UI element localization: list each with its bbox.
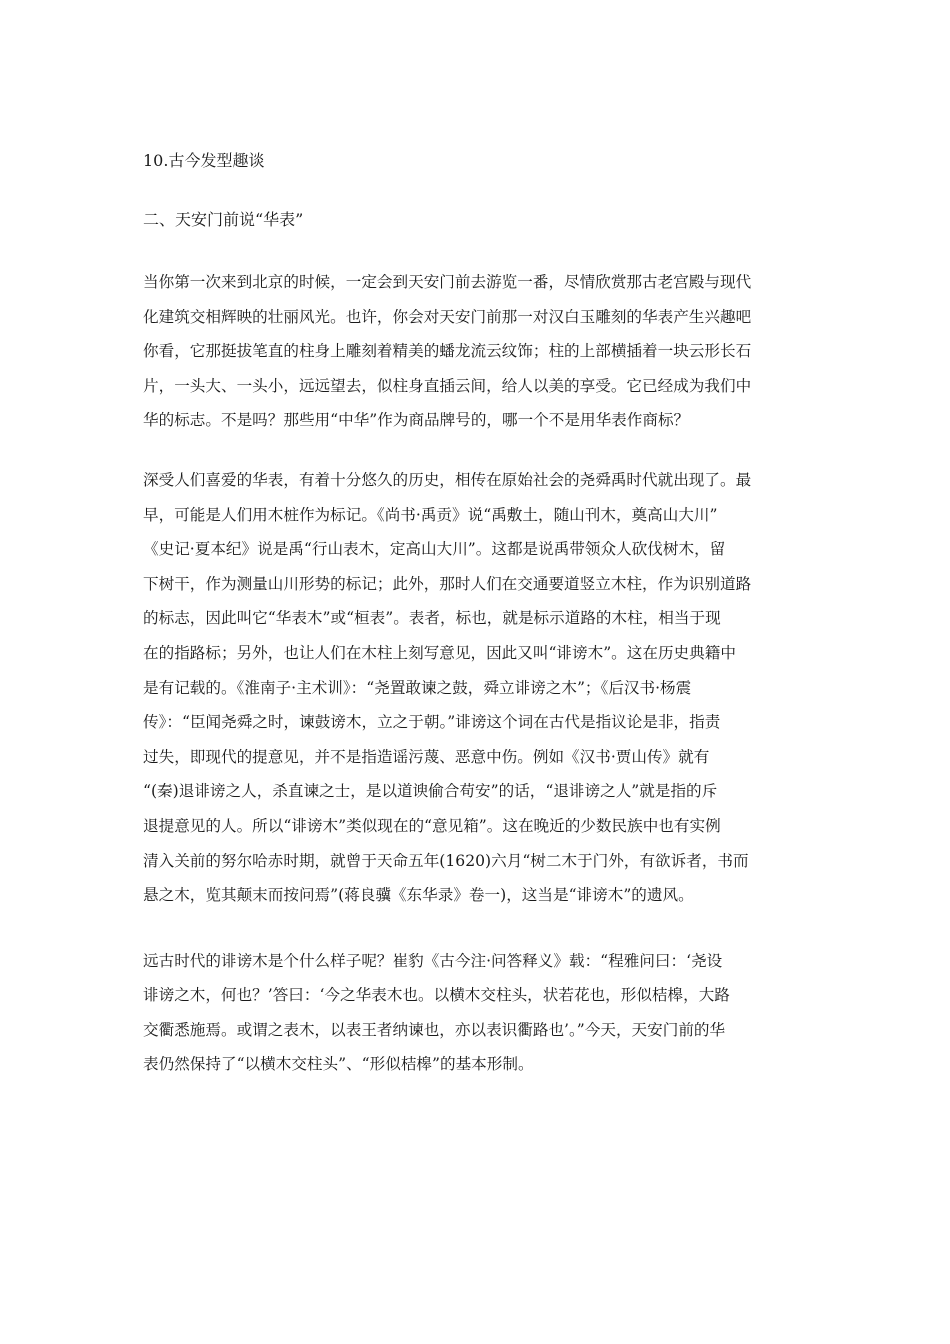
- text-line: 下树干，作为测量山川形势的标记；此外，那时人们在交通要道竖立木柱，作为识别道路: [143, 574, 752, 593]
- text-line: 表仍然保持了“以横木交柱头”、“形似桔槔”的基本形制。: [143, 1055, 534, 1074]
- text-line: 早，可能是人们用木桩作为标记。《尚书·禹贡》说“禹敷土，随山刊木，奠高山大川”: [143, 505, 718, 524]
- text-line: 诽谤之木，何也？’答曰：‘今之华表木也。以横木交柱头，状若花也，形似桔槔，大路: [143, 986, 730, 1005]
- text-line: 在的指路标；另外，也让人们在木柱上刻写意见，因此又叫“诽谤木”。这在历史典籍中: [143, 643, 736, 662]
- document-page: [143, 149, 815, 1082]
- text-line: 华的标志。不是吗？那些用“中华”作为商品牌号的，哪一个不是用华表作商标？: [143, 411, 690, 430]
- paragraph-1: [143, 265, 815, 438]
- text-line: “(秦)退诽谤之人，杀直谏之士，是以道谀偷合苟安”的话，“退诽谤之人”就是指的斥: [143, 782, 718, 801]
- text-line: 退提意见的人。所以“诽谤木”类似现在的“意见箱”。这在晚近的少数民族中也有实例: [143, 816, 721, 835]
- text-line: 传》：“臣闻尧舜之时，谏鼓谤木，立之于朝。”诽谤这个词在古代是指议论是非，指责: [143, 713, 721, 732]
- text-line: 化建筑交相辉映的壮丽风光。也许，你会对天安门前那一对汉白玉雕刻的华表产生兴趣吧: [143, 307, 752, 326]
- text-line: 清入关前的努尔哈赤时期，就曾于天命五年(1620)六月“树二木于门外，有欲诉者，书而: [143, 851, 749, 870]
- section-heading: 二、天安门前说“华表”: [143, 210, 304, 229]
- text-line: 悬之木，览其颠末而按问焉”(蒋良骥《东华录》卷一)，这当是“诽谤木”的遗风。: [143, 886, 694, 905]
- text-line: 深受人们喜爱的华表，有着十分悠久的历史，相传在原始社会的尧舜禹时代就出现了。最: [143, 470, 752, 489]
- text-line: 当你第一次来到北京的时候，一定会到天安门前去游览一番，尽情欣赏那古老宫殿与现代: [143, 273, 752, 291]
- text-line: 远古时代的诽谤木是个什么样子呢？崔豹《古今注·问答释义》载：“程雅问曰：‘尧设: [143, 951, 723, 970]
- text-line: 片，一头大、一头小，远远望去，似柱身直插云间，给人以美的享受。它已经成为我们中: [143, 376, 752, 395]
- text-line: 交衢悉施焉。或谓之表木，以表王者纳谏也，亦以表识衢路也’。”今天，天安门前的华: [143, 1020, 726, 1039]
- text-line: 你看，它那挺拔笔直的柱身上雕刻着精美的蟠龙流云纹饰；柱的上部横插着一块云形长石: [143, 342, 752, 361]
- text-line: 是有记载的。《淮南子·主术训》：“尧置敢谏之鼓，舜立诽谤之木”；《后汉书·杨震: [143, 678, 692, 697]
- text-line: 的标志，因此叫它“华表木”或“桓表”。表者，标也，就是标示道路的木柱，相当于现: [143, 609, 721, 628]
- text-line: 《史记·夏本纪》说是禹“行山表木，定高山大川”。这都是说禹带领众人砍伐树木，留: [143, 540, 726, 559]
- paragraph-3: [143, 944, 815, 1082]
- text-line: 过失，即现代的提意见，并不是指造谣污蔑、恶意中伤。例如《汉书·贾山传》就有: [143, 747, 710, 766]
- paragraph-2: [143, 463, 815, 913]
- document-title: 10.古今发型趣谈: [143, 151, 265, 170]
